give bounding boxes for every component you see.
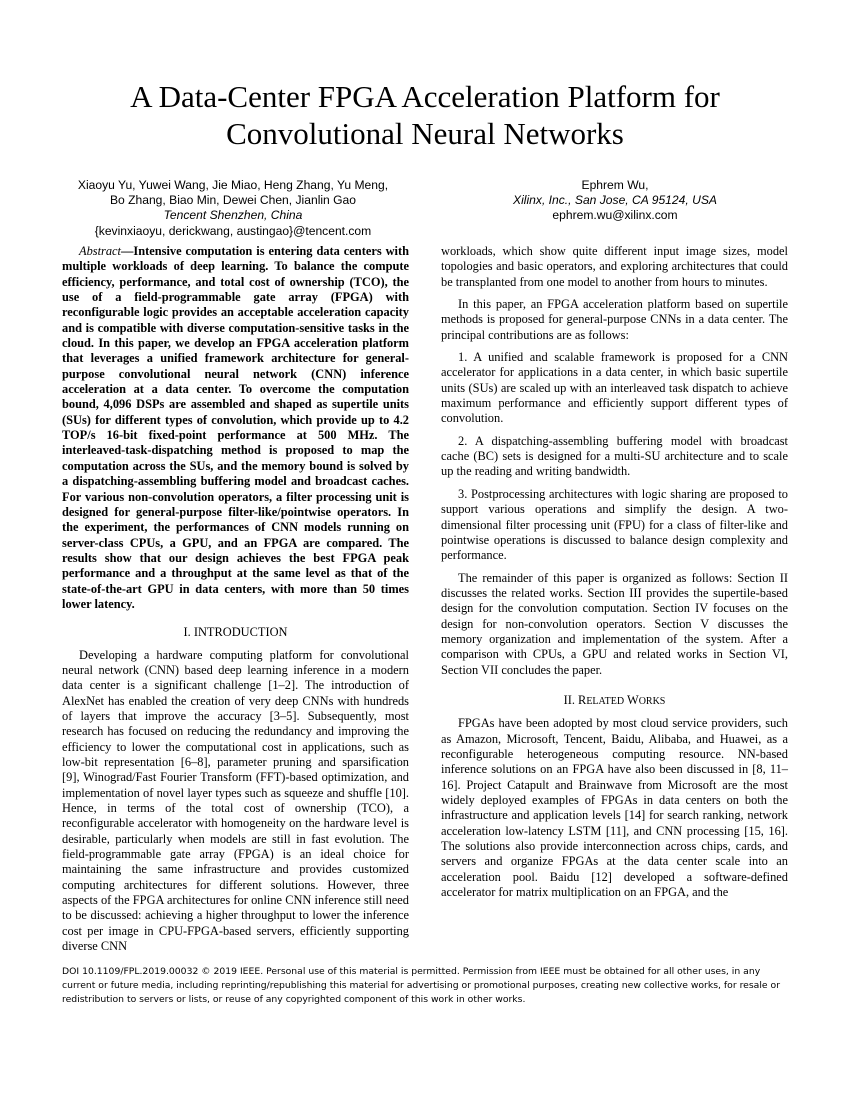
contribution-1: 1. A unified and scalable framework is proposed for a CNN accelerator for applications in a data center, in which basic supertile units (SUs) are scaled up with an interleaved task dispatch to achieve maximum performance and efficiently support different types of convolution. bbox=[441, 350, 788, 426]
title-line-1: A Data-Center FPGA Acceleration Platform for bbox=[130, 79, 720, 114]
copyright-footer: DOI 10.1109/FPL.2019.00032 © 2019 IEEE. Personal use of this material is permitted. Permission from IEEE must be obtained for all other uses, in any current or future media, including reprinting/republishing this material for advertising or promotional purposes, creating new collective works, for resale or redistribution to servers or lists, or reuse of any copyrighted component of this work in other works. bbox=[62, 966, 781, 1005]
contribution-2: 2. A dispatching-assembling buffering model with broadcast cache (BC) sets is designed for a multi-SU architecture and to scale up the reading and writing bandwidth. bbox=[441, 433, 788, 479]
author-organization-right: Xilinx, Inc., San Jose, CA 95124, USA bbox=[513, 193, 717, 208]
author-block-left bbox=[48, 178, 418, 239]
intro-paragraph-2: In this paper, an FPGA acceleration platform based on supertile methods is proposed for general-purpose CNNs in a data center. The principal contributions are as follows: bbox=[441, 297, 788, 342]
author-email-left: {kevinxiaoyu, derickwang, austingao}@tencent.com bbox=[94, 223, 372, 238]
related-heading-part4: ORKS bbox=[638, 695, 666, 707]
related-heading-part1: II. R bbox=[563, 692, 587, 707]
intro-paragraph-3: The remainder of this paper is organized as follows: Section II discusses the related works. Section III provides the supertile-based design for the convolution computation. Section IV focuses on the design for non-convolution operators. Section V discusses the memory organization and implementation of the system. After a comparison with CPUs, a GPU and related works in Section VI, Section VII concludes the paper. bbox=[441, 570, 788, 677]
related-heading-part2: ELATED bbox=[586, 695, 625, 707]
related-works-paragraph-1: FPGAs have been adopted by most cloud service providers, such as Amazon, Microsoft, Tencent, Baidu, Alibaba, and Huawei, as a reconfigurable heterogeneous computing resource. NN-based inference solutions on an FPGA have also been discussed in [8, 11–16]. Project Catapult and Brainwave from Microsoft are the most widely deployed examples of FPGAs in data centers on both the infrastructure and application levels [14] for search ranking, network acceleration low-latency LSTM [11], and CNN processing [15, 16]. The solutions also provide interconnection across chips, cards, and servers and organize FPGAs at the data center scale into an acceleration pool. Baidu [12] developed a software-defined accelerator for matrix multiplication on an FPGA, and the bbox=[441, 716, 788, 900]
contribution-3: 3. Postprocessing architectures with logic sharing are proposed to support various operations and simplify the design. A two-dimensional filter processing unit (FPU) for a class of filter-like and pointwise operations is discussed to balance design complexity and performance. bbox=[441, 486, 788, 563]
section-heading-related-works bbox=[441, 693, 788, 709]
section-heading-introduction: I. INTRODUCTION bbox=[183, 625, 288, 640]
abstract-label: Abstract bbox=[79, 244, 121, 258]
intro-paragraph-1: Developing a hardware computing platform for convolutional neural network (CNN) based deep learning inference in a modern data center is a significant challenge [1–2]. The introduction of AlexNet has enabled the creation of very deep CNNs with hundreds of layers that improve the accuracy [3–5]. Subsequently, most research has focused on reducing the redundancy and improving the efficiency to lower the computational cost in applications, such as low-bit representation [6–8], parameter pruning and sparsification [9], Winograd/Fast Fourier Transform (FFT)-based optimization, and implementation of novel layer types such as squeeze and shuffle [10]. Hence, in terms of the total cost of ownership (TCO), a reconfigurable accelerator with homogeneity on the hardware level is desirable, particularly when models are still in fast evolution. The field-programmable gate array (FPGA) is an ideal choice for maintaining the same infrastructure and provides customized computing architectures for different solutions. However, three aspects of the FPGA architectures for online CNN inference still need to be discussed: achieving a higher throughput to lower the inference cost per image in CPU-FPGA-based servers, efficiently supporting diverse CNN bbox=[62, 647, 409, 954]
left-column bbox=[62, 244, 409, 954]
author-name-right: Ephrem Wu, bbox=[581, 178, 649, 192]
intro-paragraph-1-continued: workloads, which show quite different input image sizes, model topologies and basic operators, and exploring architectures that could be transplanted from one model to another from hours to minutes. bbox=[441, 244, 788, 289]
author-names-2: Bo Zhang, Biao Min, Dewei Chen, Jianlin Gao bbox=[109, 193, 357, 208]
paper-title bbox=[40, 78, 810, 152]
related-heading-part3: W bbox=[624, 692, 639, 707]
author-block-right bbox=[440, 178, 790, 224]
author-organization-left: Tencent Shenzhen, China bbox=[163, 208, 303, 223]
abstract bbox=[62, 244, 409, 612]
author-names-1: Xiaoyu Yu, Yuwei Wang, Jie Miao, Heng Zhang, Yu Meng, bbox=[77, 178, 389, 192]
abstract-text: Intensive computation is entering data centers with multiple workloads of deep learning. To balance the compute efficiency, performance, and total cost of ownership (TCO), the use of a field-programmable gate array (FPGA) with reconfigurable logic provides an acceptable acceleration capacity and is compatible with diverse computation-sensitive tasks in the cloud. In this paper, we develop an FPGA acceleration platform that leverages a unified framework architecture for general-purpose convolutional neural network (CNN) inference acceleration at a data center. To overcome the computation bound, 4,096 DSPs are assembled and shaped as supertile units (SUs) for different types of convolution, which provide up to 4.2 TOP/s 16-bit fixed-point performance at 500 MHz. The interleaved-task-dispatching method is proposed to map the computation across the SUs, and the memory bound is solved by a dispatching-assembling buffering model and broadcast caches. For various non-convolution operators, a filter processing unit is designed for general-purpose filter-like/pointwise operators. In the experiment, the performances of CNN models running on server-class CPUs, a GPU, and an FPGA are compared. The results show that our design achieves the best FPGA peak performance and a throughput at the same level as that of the state-of-the-art GPU in data centers, with more than 50 times lower latency. bbox=[62, 244, 409, 611]
abstract-dash: — bbox=[121, 244, 134, 258]
right-column bbox=[441, 244, 788, 900]
title-line-2: Convolutional Neural Networks bbox=[226, 116, 624, 151]
author-email-right: ephrem.wu@xilinx.com bbox=[552, 208, 678, 223]
